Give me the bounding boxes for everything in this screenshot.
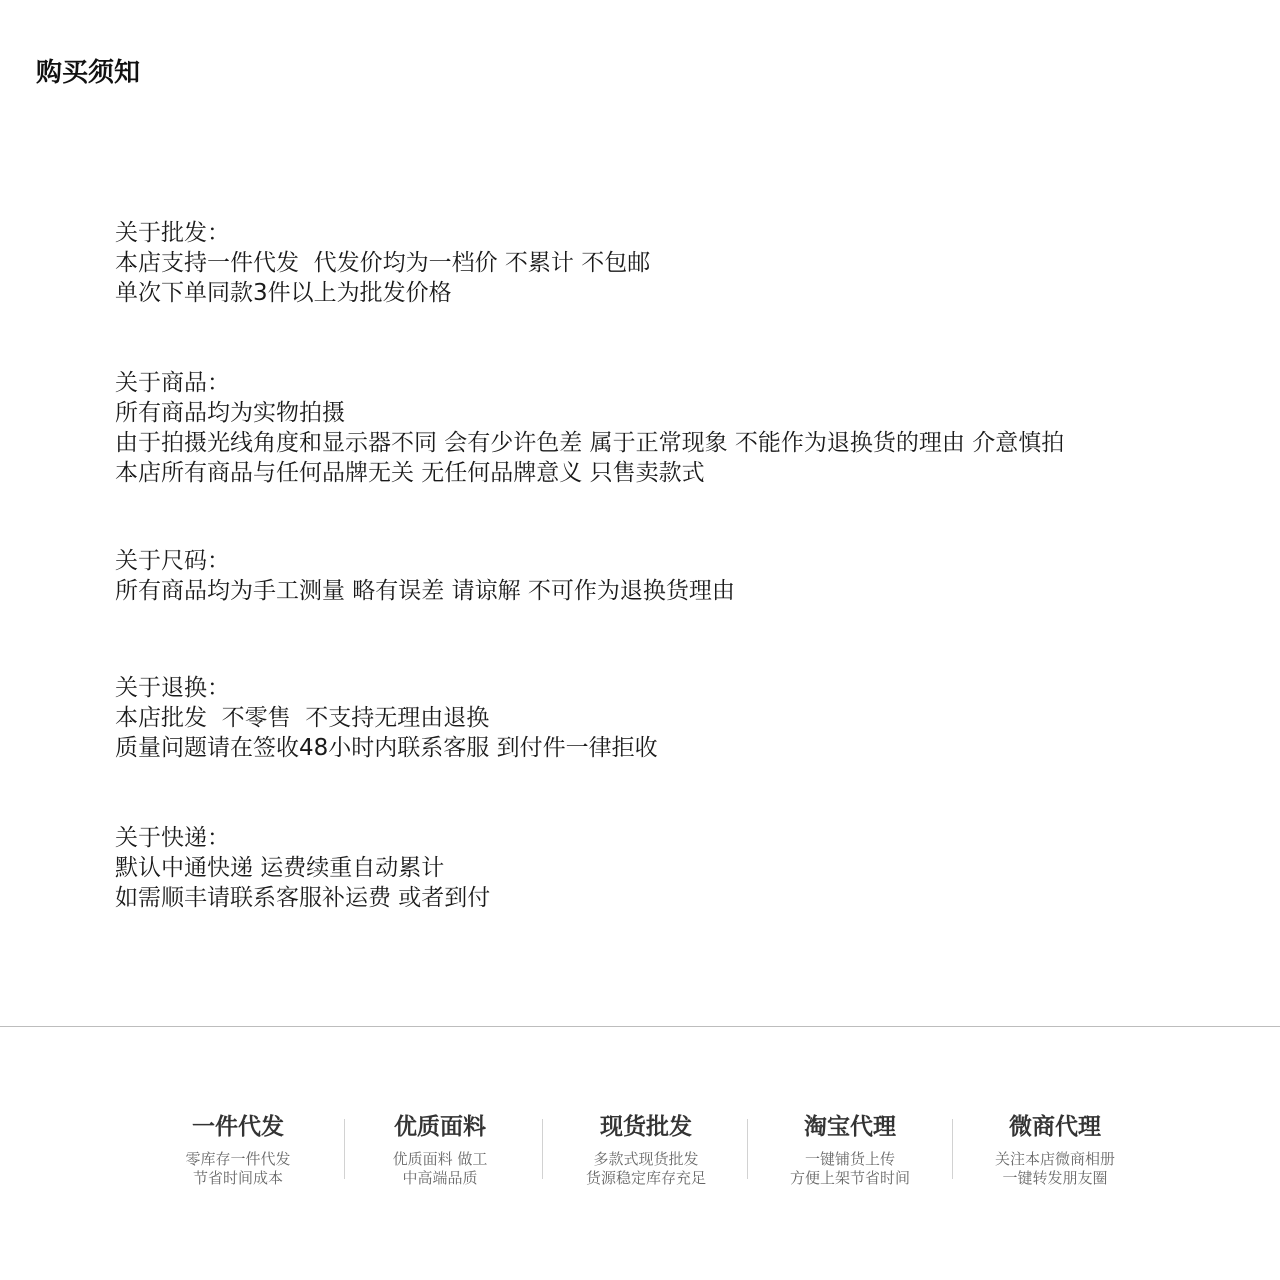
- notice-section-wholesale: [115, 218, 1235, 308]
- feature-title: 一件代发: [192, 1114, 284, 1140]
- notice-section-sizes: [115, 546, 1235, 606]
- section-heading: 关于退换：: [115, 675, 230, 701]
- feature-title: 微商代理: [1009, 1114, 1101, 1140]
- feature-title: 现货批发: [600, 1114, 692, 1140]
- section-line: 本店批发 不零售 不支持无理由退换: [115, 705, 490, 731]
- section-heading: 关于快递：: [115, 825, 230, 851]
- feature-strip: [0, 1110, 1280, 1200]
- section-line: 所有商品均为实物拍摄: [115, 400, 345, 426]
- feature-title: 优质面料: [394, 1114, 486, 1140]
- feature-desc: 一键铺货上传: [804, 1150, 895, 1168]
- feature-desc: 节省时间成本: [192, 1169, 283, 1187]
- feature-desc: 方便上架节省时间: [789, 1169, 910, 1187]
- feature-separator: [747, 1119, 748, 1179]
- feature-separator: [542, 1119, 543, 1179]
- feature-desc: 零库存一件代发: [185, 1150, 291, 1168]
- feature-desc: 货源稳定库存充足: [585, 1169, 706, 1187]
- section-heading: 关于商品：: [115, 370, 230, 396]
- feature-desc: 中高端品质: [402, 1169, 478, 1187]
- section-heading: 关于批发：: [115, 220, 230, 246]
- feature-title: 淘宝代理: [804, 1114, 896, 1140]
- section-line: 如需顺丰请联系客服补运费 或者到付: [115, 885, 491, 911]
- feature-desc: 优质面料 做工: [392, 1150, 488, 1168]
- feature-item-stock-wholesale: [546, 1110, 746, 1188]
- feature-desc: 多款式现货批发: [593, 1150, 699, 1168]
- feature-desc: 关注本店微商相册: [994, 1150, 1115, 1168]
- page-title: 购买须知: [36, 58, 141, 88]
- feature-item-taobao-agent: [750, 1110, 950, 1188]
- section-line: 质量问题请在签收48小时内联系客服 到付件一律拒收: [115, 735, 658, 761]
- section-line: 本店支持一件代发 代发价均为一档价 不累计 不包邮: [115, 250, 651, 276]
- section-line: 由于拍摄光线角度和显示器不同 会有少许色差 属于正常现象 不能作为退换货的理由 介意慎拍: [115, 430, 1065, 456]
- divider: [0, 1026, 1280, 1027]
- feature-separator: [952, 1119, 953, 1179]
- notice-section-products: [115, 368, 1235, 488]
- section-line: 所有商品均为手工测量 略有误差 请谅解 不可作为退换货理由: [115, 578, 735, 604]
- section-line: 单次下单同款3件以上为批发价格: [115, 280, 452, 306]
- section-line: 默认中通快递 运费续重自动累计: [115, 855, 445, 881]
- feature-separator: [344, 1119, 345, 1179]
- notice-section-returns: [115, 673, 1235, 763]
- feature-desc: 一键转发朋友圈: [1002, 1169, 1108, 1187]
- feature-item-dropship: [138, 1110, 338, 1188]
- feature-item-wechat-agent: [955, 1110, 1155, 1188]
- section-heading: 关于尺码：: [115, 548, 230, 574]
- feature-item-quality-fabric: [340, 1110, 540, 1188]
- section-line: 本店所有商品与任何品牌无关 无任何品牌意义 只售卖款式: [115, 460, 705, 486]
- notice-section-shipping: [115, 823, 1235, 913]
